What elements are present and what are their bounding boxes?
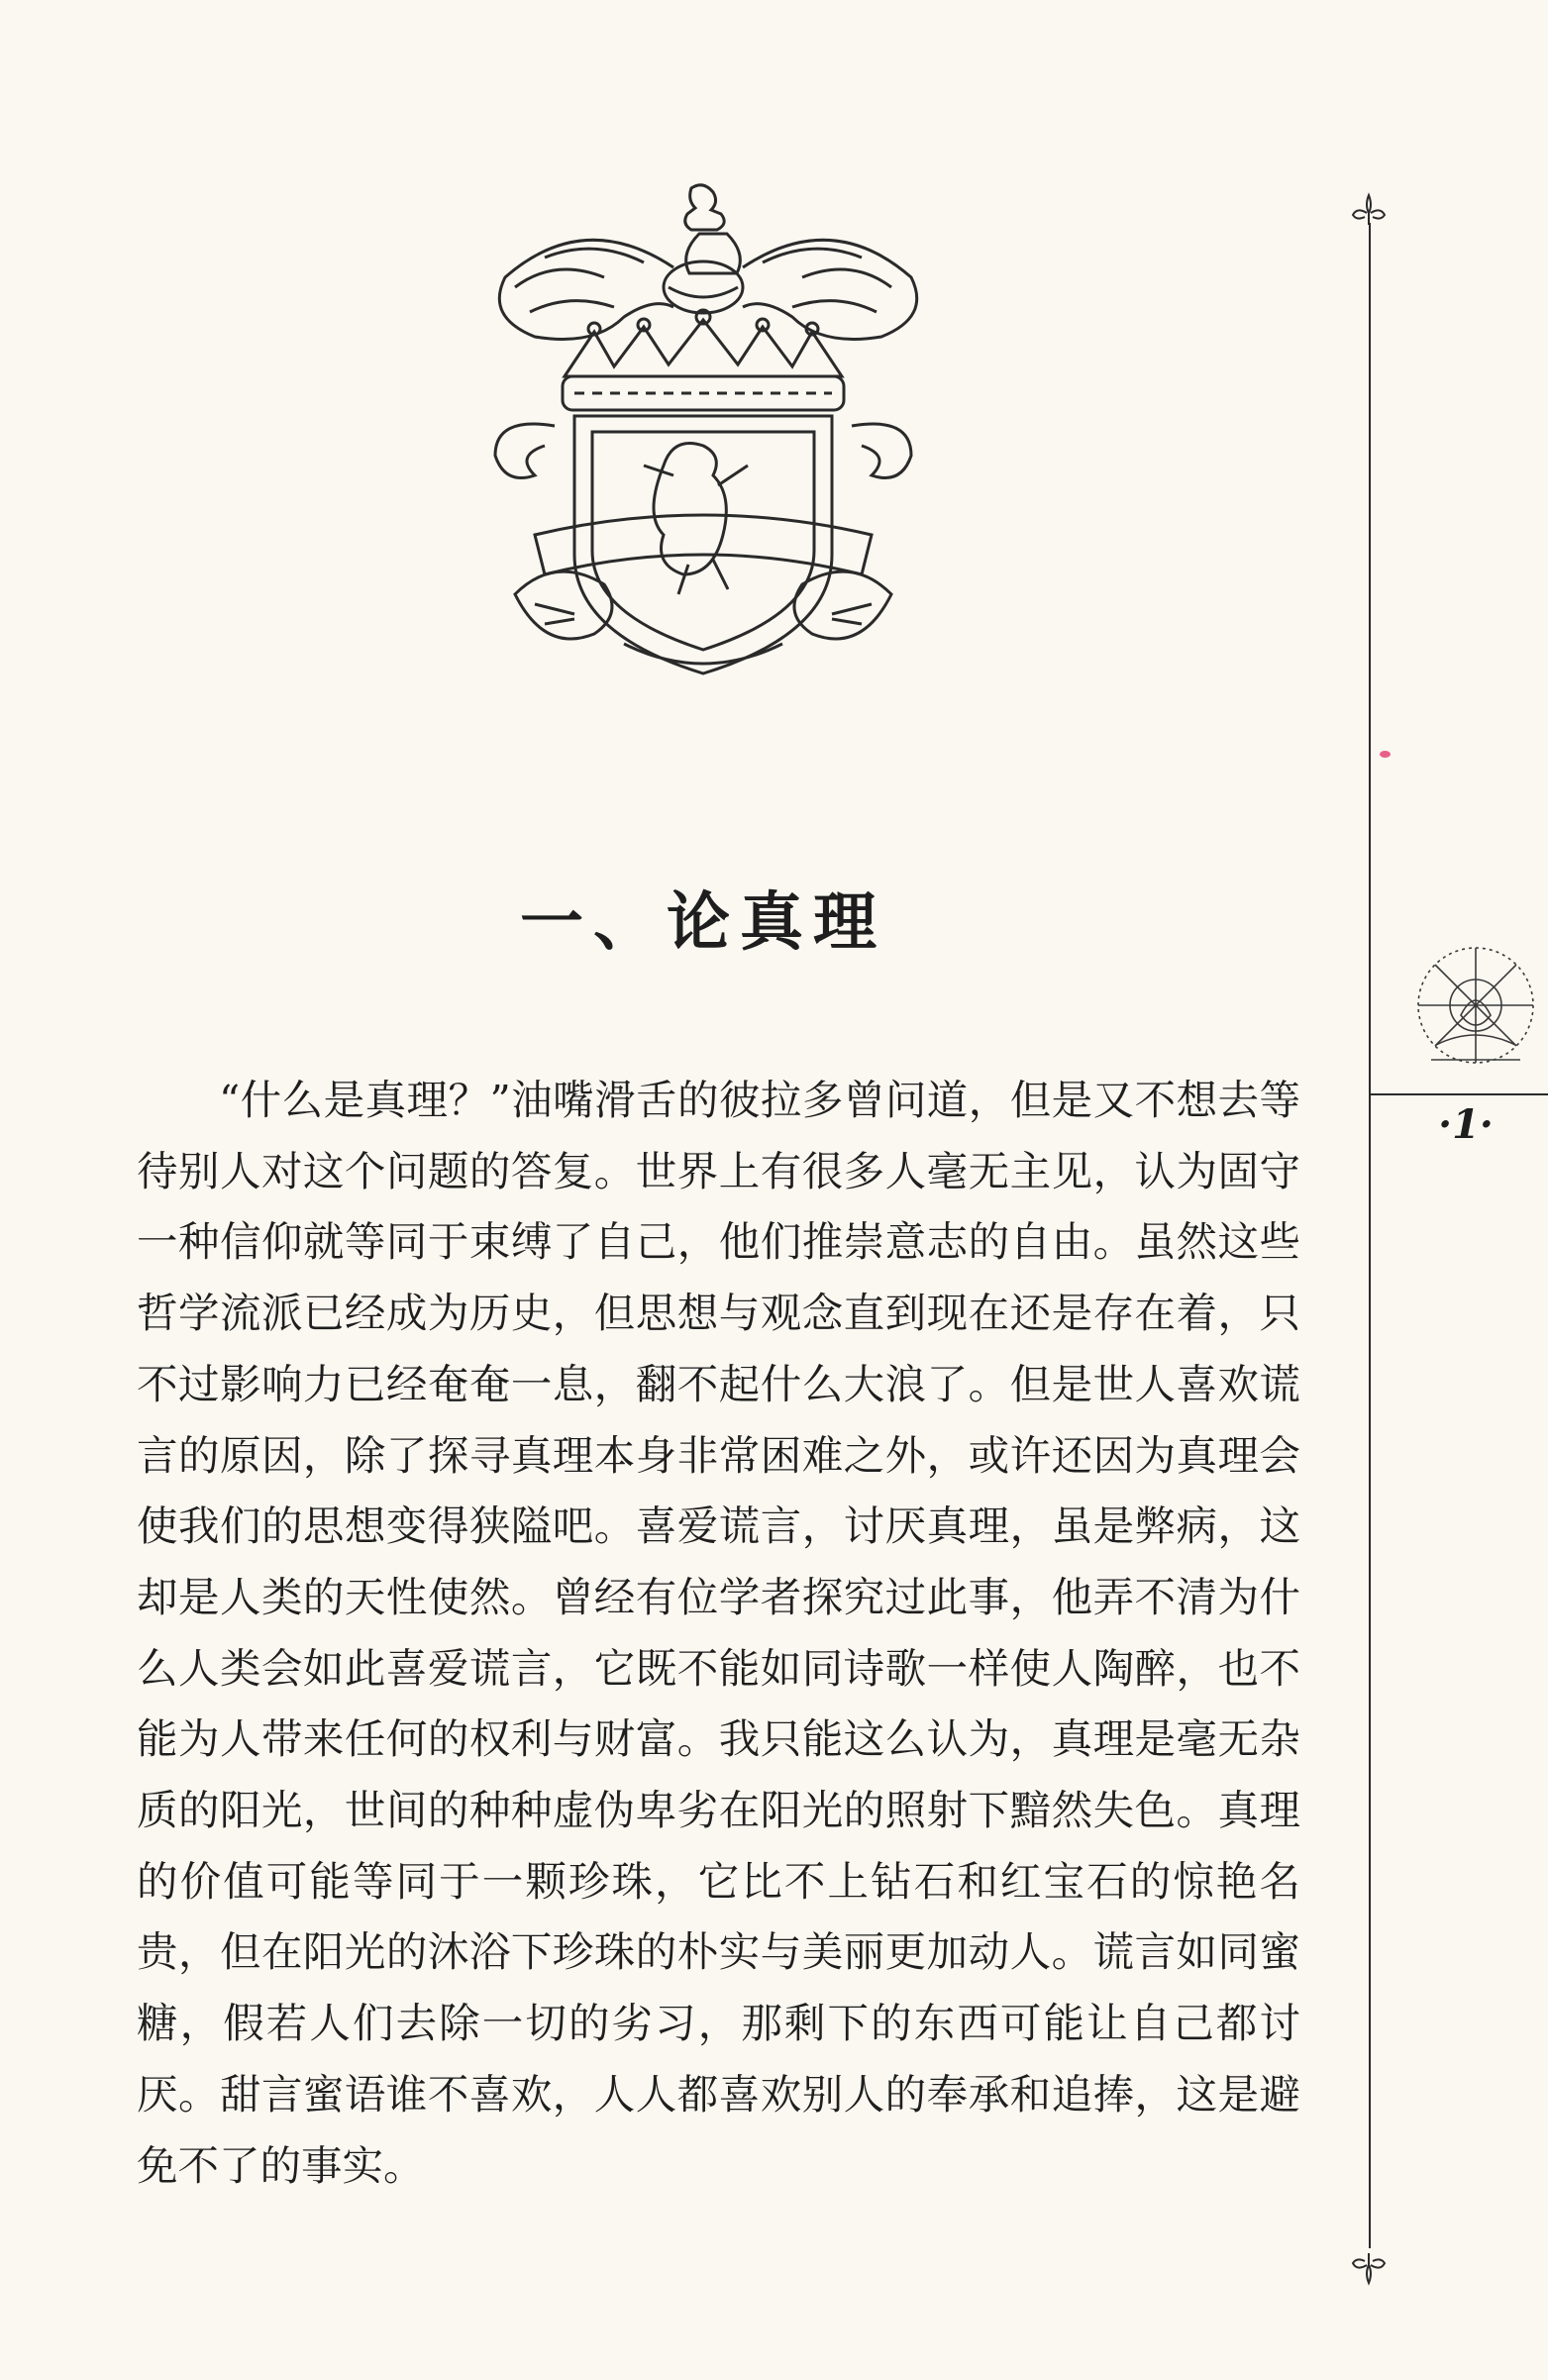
sunburst-ornament-icon — [1406, 936, 1545, 1085]
margin-tab-rule — [1369, 1093, 1548, 1095]
body-paragraph: “什么是真理？”油嘴滑舌的彼拉多曾问道，但是又不想去等待别人对这个问题的答复。世界上有很多人毫无主见，认为固守一种信仰就等同于束缚了自己，他们推崇意志的自由。虽然这些哲学流派已经成为历史，但思想与观念直到现在还是存在着，只不过影响力已经奄奄一息，翻不起什么大浪了。但是世人喜欢谎言的原因，除了探寻真理本身非常困难之外，或许还因为真理会使我们的思想变得狭隘吧。喜爱谎言，讨厌真理，虽是弊病，这却是人类的天性使然。曾经有位学者探究过此事，他弄不清为什么人类会如此喜爱谎言，它既不能如同诗歌一样使人陶醉，也不能为人带来任何的权利与财富。我只能这么认为，真理是毫无杂质的阳光，世间的种种虚伪卑劣在阳光的照射下黯然失色。真理的价值可能等同于一颗珍珠，它比不上钻石和红宝石的惊艳名贵，但在阳光的沐浴下珍珠的朴实与美丽更加动人。谎言如同蜜糖，假若人们去除一切的劣习，那剩下的东西可能让自己都讨厌。甜言蜜语谁不喜欢，人人都喜欢别人的奉承和追捧，这是避免不了的事实。 — [137, 1076, 1300, 2190]
ink-spot — [1380, 751, 1391, 758]
page-number: ·1· — [1438, 1101, 1494, 1148]
fleuron-icon — [1349, 191, 1389, 227]
margin-rule — [1369, 223, 1371, 2248]
chapter-title: 一、论真理 — [520, 885, 886, 960]
fleuron-icon — [1349, 2251, 1389, 2287]
heraldic-crest-icon — [475, 178, 931, 683]
